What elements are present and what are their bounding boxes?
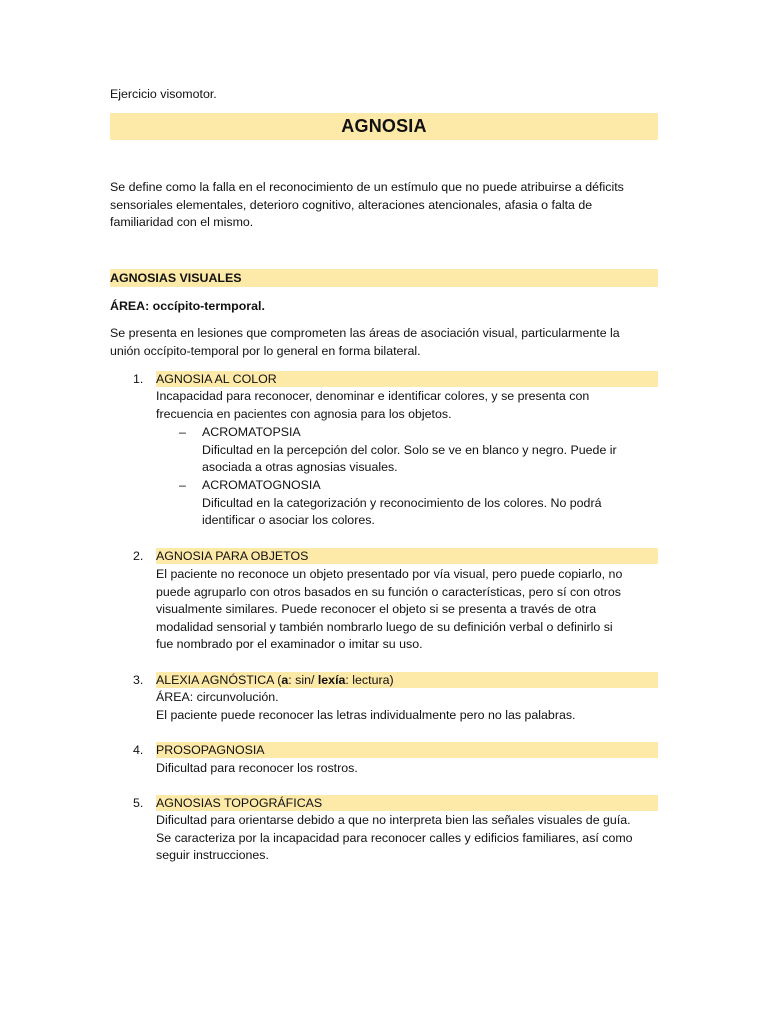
- list-item-heading: AGNOSIA PARA OBJETOS: [156, 548, 658, 564]
- body-line: Incapacidad para reconocer, denominar e identificar colores, y se presenta con: [156, 389, 590, 403]
- intro-line: unión occípito-temporal por lo general en forma bilateral.: [110, 343, 421, 358]
- list-item-body: [156, 388, 589, 423]
- section-heading: AGNOSIAS VISUALES: [110, 269, 658, 287]
- heading-part: : lectura): [345, 673, 394, 687]
- definition-line: familiaridad con el mismo.: [110, 215, 254, 230]
- list-item-body: [156, 689, 575, 724]
- body-line: fue nombrado por el examinador o imitar su uso.: [156, 637, 423, 652]
- sublist-dash: –: [179, 425, 186, 439]
- list-number: 4.: [133, 743, 144, 757]
- list-item-heading: AGNOSIAS TOPOGRÁFICAS: [156, 795, 658, 811]
- section-intro: [110, 325, 620, 360]
- body-line: Dificultad para reconocer los rostros.: [156, 761, 358, 775]
- body-line: asociada a otras agnosias visuales.: [202, 460, 398, 475]
- sublist-heading: ACROMATOGNOSIA: [202, 478, 321, 492]
- list-number: 2.: [133, 549, 144, 563]
- sublist-dash: –: [179, 478, 186, 492]
- list-item-body: [156, 566, 622, 654]
- definition-line: Se define como la falla en el reconocimiento de un estímulo que no puede atribuirse a déficits: [110, 180, 624, 194]
- body-line: Se caracteriza por la incapacidad para reconocer calles y edificios familiares, así como: [156, 830, 633, 845]
- intro-line: Se presenta en lesiones que comprometen las áreas de asociación visual, particularmente la: [110, 326, 620, 340]
- list-item-body: [156, 812, 633, 865]
- body-line: visualmente similares. Puede reconocer el objeto si se presenta a través de otra: [156, 602, 597, 617]
- body-line: modalidad sensorial y también nombrarlo luego de su definición verbal o definirlo si: [156, 619, 613, 634]
- body-line: frecuencia en pacientes con agnosia para los objetos.: [156, 406, 452, 421]
- section-area: ÁREA: occípito-termporal.: [110, 299, 265, 313]
- body-line: Dificultad para orientarse debido a que no interpreta bien las señales visuales de guía.: [156, 813, 631, 827]
- list-item-heading: AGNOSIA AL COLOR: [156, 371, 658, 387]
- body-line: Dificultad en la categorización y reconocimiento de los colores. No podrá: [202, 495, 602, 510]
- list-number: 5.: [133, 796, 144, 810]
- body-line: Dificultad en la percepción del color. Solo se ve en blanco y negro. Puede ir: [202, 442, 617, 457]
- list-item-body: [156, 760, 358, 778]
- body-line: El paciente puede reconocer las letras individualmente pero no las palabras.: [156, 707, 576, 722]
- definition-paragraph: [110, 179, 624, 232]
- list-item-heading: [156, 672, 658, 688]
- heading-part: : sin/: [288, 673, 318, 687]
- document-title: AGNOSIA: [110, 113, 658, 140]
- body-line: puede agruparlo con otros basados en su función o características, pero sí con otros: [156, 584, 621, 599]
- body-line: seguir instrucciones.: [156, 848, 269, 863]
- sublist-item: [202, 477, 601, 530]
- body-line: El paciente no reconoce un objeto presentado por vía visual, pero puede copiarlo, no: [156, 567, 623, 581]
- sublist-item: [202, 424, 617, 477]
- sublist-heading: ACROMATOPSIA: [202, 425, 301, 439]
- heading-part-bold: a: [281, 673, 289, 687]
- body-line: identificar o asociar los colores.: [202, 513, 375, 528]
- list-number: 1.: [133, 372, 144, 386]
- body-line: ÁREA: circunvolución.: [156, 690, 279, 704]
- exercise-label: Ejercicio visomotor.: [110, 87, 217, 101]
- definition-line: sensoriales elementales, deterioro cognitivo, alteraciones atencionales, afasia o falta de: [110, 197, 593, 212]
- list-number: 3.: [133, 673, 144, 687]
- heading-part: ALEXIA AGNÓSTICA (: [156, 673, 282, 687]
- list-item-heading: PROSOPAGNOSIA: [156, 742, 658, 758]
- heading-part-bold: lexía: [317, 673, 346, 687]
